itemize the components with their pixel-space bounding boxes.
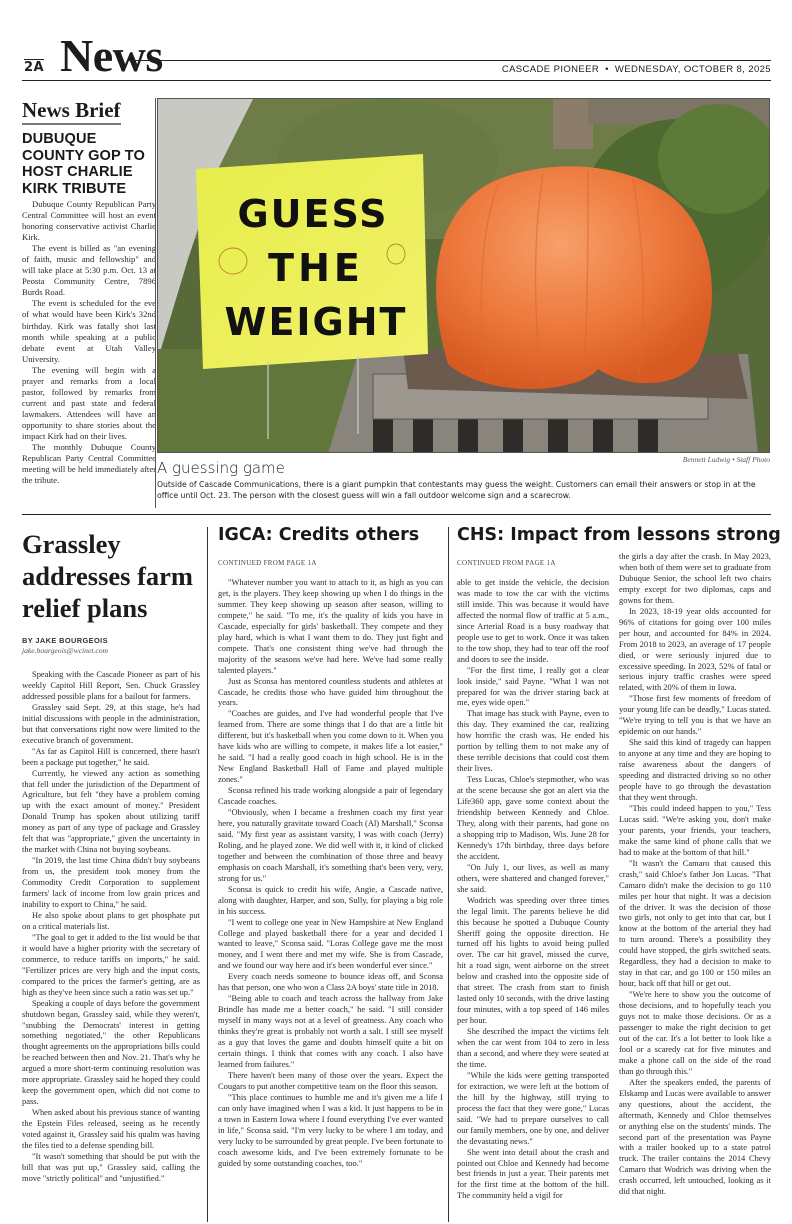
paragraph: "It wasn't the Camaro that caused this crash," said Chloe's father Jon Lucas. "That Camaro didn't make the decision to go 110 miles per hour that night. It was a decision of the driver. It was the decision of those two girls, not only to get into that car, but I know at the bottom of the arterial they had to turn around. There's a possibility they could have stopped, the girls switched seats. Regardless, they had a decision to make to stay in that car, and go 100 or 150 miles an hour, back off that hill or get out.	[619, 857, 771, 989]
paragraph: "This could indeed happen to you," Tess Lucas said. "We're asking you, don't make your parents, your friends, your teachers, make the same kind of phone calls that we had to make at the bottom of that hill."	[619, 802, 771, 857]
jump-kicker: IGCA:	[218, 525, 273, 545]
paragraph: "On July 1, our lives, as well as many others, were shattered and changed forever," she said.	[457, 861, 609, 894]
article-body	[619, 551, 771, 1197]
article-headline: Grassley addresses farm relief plans	[22, 529, 194, 623]
jump-title: Credits others	[278, 525, 420, 545]
sign-line-3: WEIGHT	[224, 300, 408, 344]
paragraph: She described the impact the victims felt when the car went from 104 to zero in less than a second, and where they were seated at the time.	[457, 1026, 609, 1069]
paragraph: Every coach needs someone to bounce ideas off, and Sconsa has that person, one who won a Class 2A boys' state title in 2018.	[218, 971, 443, 993]
photo-illustration	[158, 99, 770, 453]
column-divider	[155, 98, 156, 508]
photo-credit: Bennett Ludwig • Staff Photo	[682, 455, 770, 464]
byline: BY JAKE BOURGEOIS	[22, 636, 108, 645]
paragraph: He also spoke about plans to get phosphate put on a critical materials list.	[22, 909, 200, 931]
article-body	[22, 669, 200, 1184]
paragraph: Grassley said Sept. 29, at this stage, he's had initial discussions with people in the administration, but that conversations right now were limited to the executive branch of government.	[22, 701, 200, 745]
jump-title: Impact from lessons strong	[510, 525, 781, 545]
paragraph: Speaking with the Cascade Pioneer as part of his weekly Capitol Hill Report, Sen. Chuck Grassley addressed possible plans for a bailout for farmers.	[22, 669, 200, 701]
paragraph: Tess Lucas, Chloe's stepmother, who was at the scene because she got an alert via the Life360 app, gave some context about the friendship between Kennedy and Chloe. They, along with their parents, had gone on a shopping trip to Madison, Wis. June 28 for Kennedy's 17th birthday, three days before the accident.	[457, 774, 609, 861]
continued-line: CONTINUED FROM PAGE 1A	[457, 559, 556, 567]
paragraph: "I went to college one year in New Hampshire at New England College and played basketball there for a year and decided I wanted to leave," Sconsa said. "Loras College gave me the most money, and I went there and met my wife. She is from Cascade, and we found our way here and it's been wonderful ever since."	[218, 916, 443, 971]
paragraph: There haven't been many of those over the years. Expect the Cougars to put another competitive team on the floor this season.	[218, 1069, 443, 1091]
paragraph: "Obviously, when I became a freshmen coach my first year here, you naturally gravitate toward Coach (Al) Marshall," Sconsa said. "My first year as assistant varsity, I was with coach (Jerry) Roling, and he played zone. We did well with it, it kind of clicked together and between the combination of those three and heavy emphasis on coach Marshall, it's something that's been very, very, strong for us."	[218, 807, 443, 883]
pumpkin-photo	[157, 98, 770, 453]
column-divider	[448, 527, 449, 1222]
paragraph: Dubuque County Republican Party Central Committee will host an event honoring conservative activist Charlie Kirk.	[22, 199, 156, 243]
paragraph: She went into detail about the crash and pointed out Chloe and Kennedy had become best friends in just a year. Their parents met for the first time at the bottom of the hill. The community held a vigil for	[457, 1146, 609, 1201]
paragraph: "While the kids were getting transported for extraction, we were left at the bottom of the hill by the highway, still trying to process the fact that they were gone," Lucas said. "We had to prepare ourselves to call our family members, one by one, and deliver the devastating news."	[457, 1069, 609, 1146]
paragraph: "In 2019, the last time China didn't buy soybeans from us, the president took money from the Commodity Credit Corporation to supplement farmers' lack of income from low grain prices and inability to export to China," he said.	[22, 855, 200, 910]
news-brief-body	[22, 199, 156, 486]
masthead-info	[502, 64, 771, 75]
chs-column-2	[619, 545, 771, 1201]
paragraph: That image has stuck with Payne, even to this day. They examined the car, realizing how horrific the crash was. He ended his portion by telling them to not make any of these terrible decisions that could cost them their lives.	[457, 708, 609, 774]
news-brief-headline: DUBUQUE COUNTY GOP TO HOST CHARLIE KIRK TRIBUTE	[22, 131, 145, 197]
cutline-title: A guessing game	[157, 459, 285, 477]
paragraph: the girls a day after the crash. In May 2023, when both of them were set to graduate from Dubuque Senior, the school left two chairs empty except for two diplomas, caps and gowns for them.	[619, 551, 771, 605]
paragraph: After the speakers ended, the parents of Elskamp and Lucas were available to answer any questions, about the accident, the aftermath, Kennedy and Chloe themselves or anything else on the students' minds. The second part of the presentation was Payne with a trailer hooked up to a state patrol truck. The trailer contains the 2014 Chevy Camaro that Wodrich was driving when the crash occurred, left untouched, looking as it did that night.	[619, 1076, 771, 1197]
masthead-bottom-rule	[22, 80, 771, 81]
article-body	[218, 577, 443, 1168]
paragraph: The monthly Dubuque County Republican Party Central Committee meeting will be held immediately after the tribute.	[22, 442, 156, 486]
author-email[interactable]: jake.bourgeois@wcinet.com	[22, 646, 108, 655]
paragraph: In 2023, 18-19 year olds accounted for 96% of citations for going over 100 miles per hour, and accounted for 84% in 2024. From 2018 to 2023, an average of 17 people died, or were seriously injured due to excessive speeding. In 2023, 52% of fatal or serious injury traffic crashes were speed related, with 20% of them in Iowa.	[619, 605, 771, 693]
column-divider	[207, 527, 208, 1222]
paragraph: Wodrich was speeding over three times the legal limit. The parents believe he did this because he spotted a Dubuque County Sheriff going the opposite direction. He turned off his lights to avoid being pulled over. The car hit gravel, missed the curve, hit a road sign, went airborne on the street below and crashed into the opposite side of that street. The crash from start to finish lasted only 10 seconds, with the drive lasting four minutes, with a top speed of 146 miles per hour.	[457, 894, 609, 1026]
section-title: News	[60, 30, 163, 81]
chs-article	[457, 525, 781, 1201]
paragraph: "Coaches are guides, and I've had wonderful people that I've learned from. There are some things that I do that are a little bit different, but it's basketball when you come down to it. When you have kids who are willing to compete, it makes life a lot easier," he said. "I had a really good coach in high school. He is in the New England Basketball Hall of Fame and played multiple zones."	[218, 708, 443, 785]
paragraph: The evening will begin with a prayer and remarks from a local pastor, followed by remarks from current and past state and federal lawmakers. Attendees will have an opportunity to share stories about the impact Kirk had on their lives.	[22, 364, 156, 441]
paragraph: The event is scheduled for the eve of what would have been Kirk's 32nd birthday. Kirk was fatally shot last month while speaking at a public debate event at Utah Valley University.	[22, 298, 156, 364]
paragraph: She said this kind of tragedy can happen to anyone at any time and they are hoping to raise awareness about the dangers of speeding and distracted driving so no other people have to go through the devastation that they went through.	[619, 737, 771, 802]
paragraph: Just as Sconsa has mentored countless students and athletes at Cascade, he credits those who have guided him throughout the years.	[218, 675, 443, 708]
publication-date: WEDNESDAY, OCTOBER 8, 2025	[614, 64, 771, 75]
continued-line: CONTINUED FROM PAGE 1A	[218, 559, 317, 567]
section-rule	[22, 514, 771, 515]
igca-article	[218, 525, 443, 1168]
paragraph: able to get inside the vehicle, the decision was made to tow the car with the victims still inside. This was because it would have affected the normal flow of traffic at 5 a.m., since Arterial Road is a busy roadway that people use to get to work. Once it was taken to the tow shop, they had to tear off the roof and doors to see the inside.	[457, 577, 609, 664]
jump-kicker: CHS:	[457, 525, 505, 545]
news-brief-label: News Brief	[22, 98, 121, 125]
paragraph: When asked about his previous stance of wanting the Epstein Files released, seeing as he recently voted against it, Grassley said his qualm was having the files tied to a defense spending bill.	[22, 1107, 200, 1150]
grassley-article	[22, 528, 200, 1184]
separator-dot: •	[605, 64, 609, 75]
paragraph: The event is billed as "an evening of faith, music and fellowship" and will take place at 5:30 p.m. Oct. 13 at Peosta Community Centre, 7896 Burds Road.	[22, 243, 156, 298]
jump-headline	[457, 525, 781, 545]
paragraph: "We're here to show you the outcome of those decisions, and to hopefully teach you guys not to make those decisions. Or as a passenger to make the right decision to get out of the car. It's a lot better to look like a fool or a scaredy cat for five minutes and make a phone call on the side of the road than go through this."	[619, 989, 771, 1076]
paragraph: "The goal to get it added to the list would be that it would have a higher priority with the secretary of commerce, to reduce tariffs on imports," he said. "Fertilizer prices are very high and the input costs, compared to the prices the farmer's getting, are as high as they've been since such a ratio was set up."	[22, 931, 200, 997]
paragraph: Sconsa is quick to credit his wife, Angie, a Cascade native, along with daughter, Harper, and son, Sully, for playing a big role in his success.	[218, 883, 443, 916]
paragraph: "As far as Capitol Hill is concerned, there hasn't been a package put together," he said.	[22, 745, 200, 767]
news-brief	[22, 98, 156, 486]
paragraph: "For the first time, I really got a clear look inside," said Payne. "What I was not prepared for was the driver staring back at me, eyes wide open."	[457, 664, 609, 708]
chs-column-1	[457, 545, 609, 1201]
paragraph: "Whatever number you want to attach to it, as high as you can get, is the players. They keep showing up when I do things in the summer. They keep showing up season after season, willing to compete," he said. "To me, it's the quality of kids you have in Cascade, especially for girls' basketball. They compete and they play hard, which is what I want them to do. They just fight and compete. That's one consistent thing we've had through the majority of the seasons we've had here. We've had some really talented players."	[218, 577, 443, 675]
sign-line-2: THE	[268, 246, 364, 290]
paragraph: "This place continues to humble me and it's given me a life I can only have imagined when I was a kid. It just happens to be in a town in Eastern Iowa where I found everything I've ever wanted in life," Sconsa said. "I'm very lucky to be where I am today, and very lucky to be surrounded by great people. I've been fortunate to coach awesome kids, and I've been extremely fortunate to be guided by some outstanding coaches, too."	[218, 1091, 443, 1168]
paragraph: "It wasn't something that should be put with the bill that was put up," Grassley said, calling the move "strictly political" and "unjustified."	[22, 1150, 200, 1183]
sign-line-1: GUESS	[237, 192, 389, 236]
publication-name: CASCADE PIONEER	[501, 64, 600, 75]
masthead	[22, 30, 771, 82]
jump-headline	[218, 525, 443, 545]
paragraph: "Being able to coach and teach across the hallway from Jake Brindle has made me a better coach," he said. "I still consider myself in many ways not at a level of greatness. Any coach who thinks they're great is probably not worth a salt. I still see myself as a guy that loves the game and doubts himself quite a bit on certain things. I think that comes with any coach. I also have learned from failures."	[218, 993, 443, 1069]
page-number: 2A	[24, 60, 45, 75]
cutline-caption: Outside of Cascade Communications, there is a giant pumpkin that contestants may guess the weight. Customers can email their answers or stop in at the office until Oct. 23. The person with the closest guess will win a fall outdoor welcome sign and a scarecrow.	[157, 480, 756, 500]
masthead-rule	[127, 60, 771, 61]
paragraph: Currently, he viewed any action as something that fell under the jurisdiction of the Department of Agriculture, but felt "they have a problem coming up with the exact amount of money." President Donald Trump has spoken about utilizing tariff money as part of any type of package and Grassley felt that was "appropriate," given the uncertainty in the market with China not buying soybeans.	[22, 767, 200, 855]
article-body	[457, 577, 609, 1201]
paragraph: Sconsa refined his trade working alongside a pair of legendary Cascade coaches.	[218, 785, 443, 807]
paragraph: Speaking a couple of days before the government shutdown began, Grassley said, while they weren't, "snubbing the Democrats' interest in getting something negotiated," the other Republicans thought agreements on the appropriations bills could be reached between then and Nov. 21. That's why he argued a more short-term continuing resolution was more appropriate. Grassley said he hoped they could keep the government open, which did not come to pass.	[22, 997, 200, 1107]
paragraph: "Those first few moments of freedom of your young life can be deadly," Lucas stated. "We're trying to tell you is that we have an epidemic on our hands."	[619, 693, 771, 737]
